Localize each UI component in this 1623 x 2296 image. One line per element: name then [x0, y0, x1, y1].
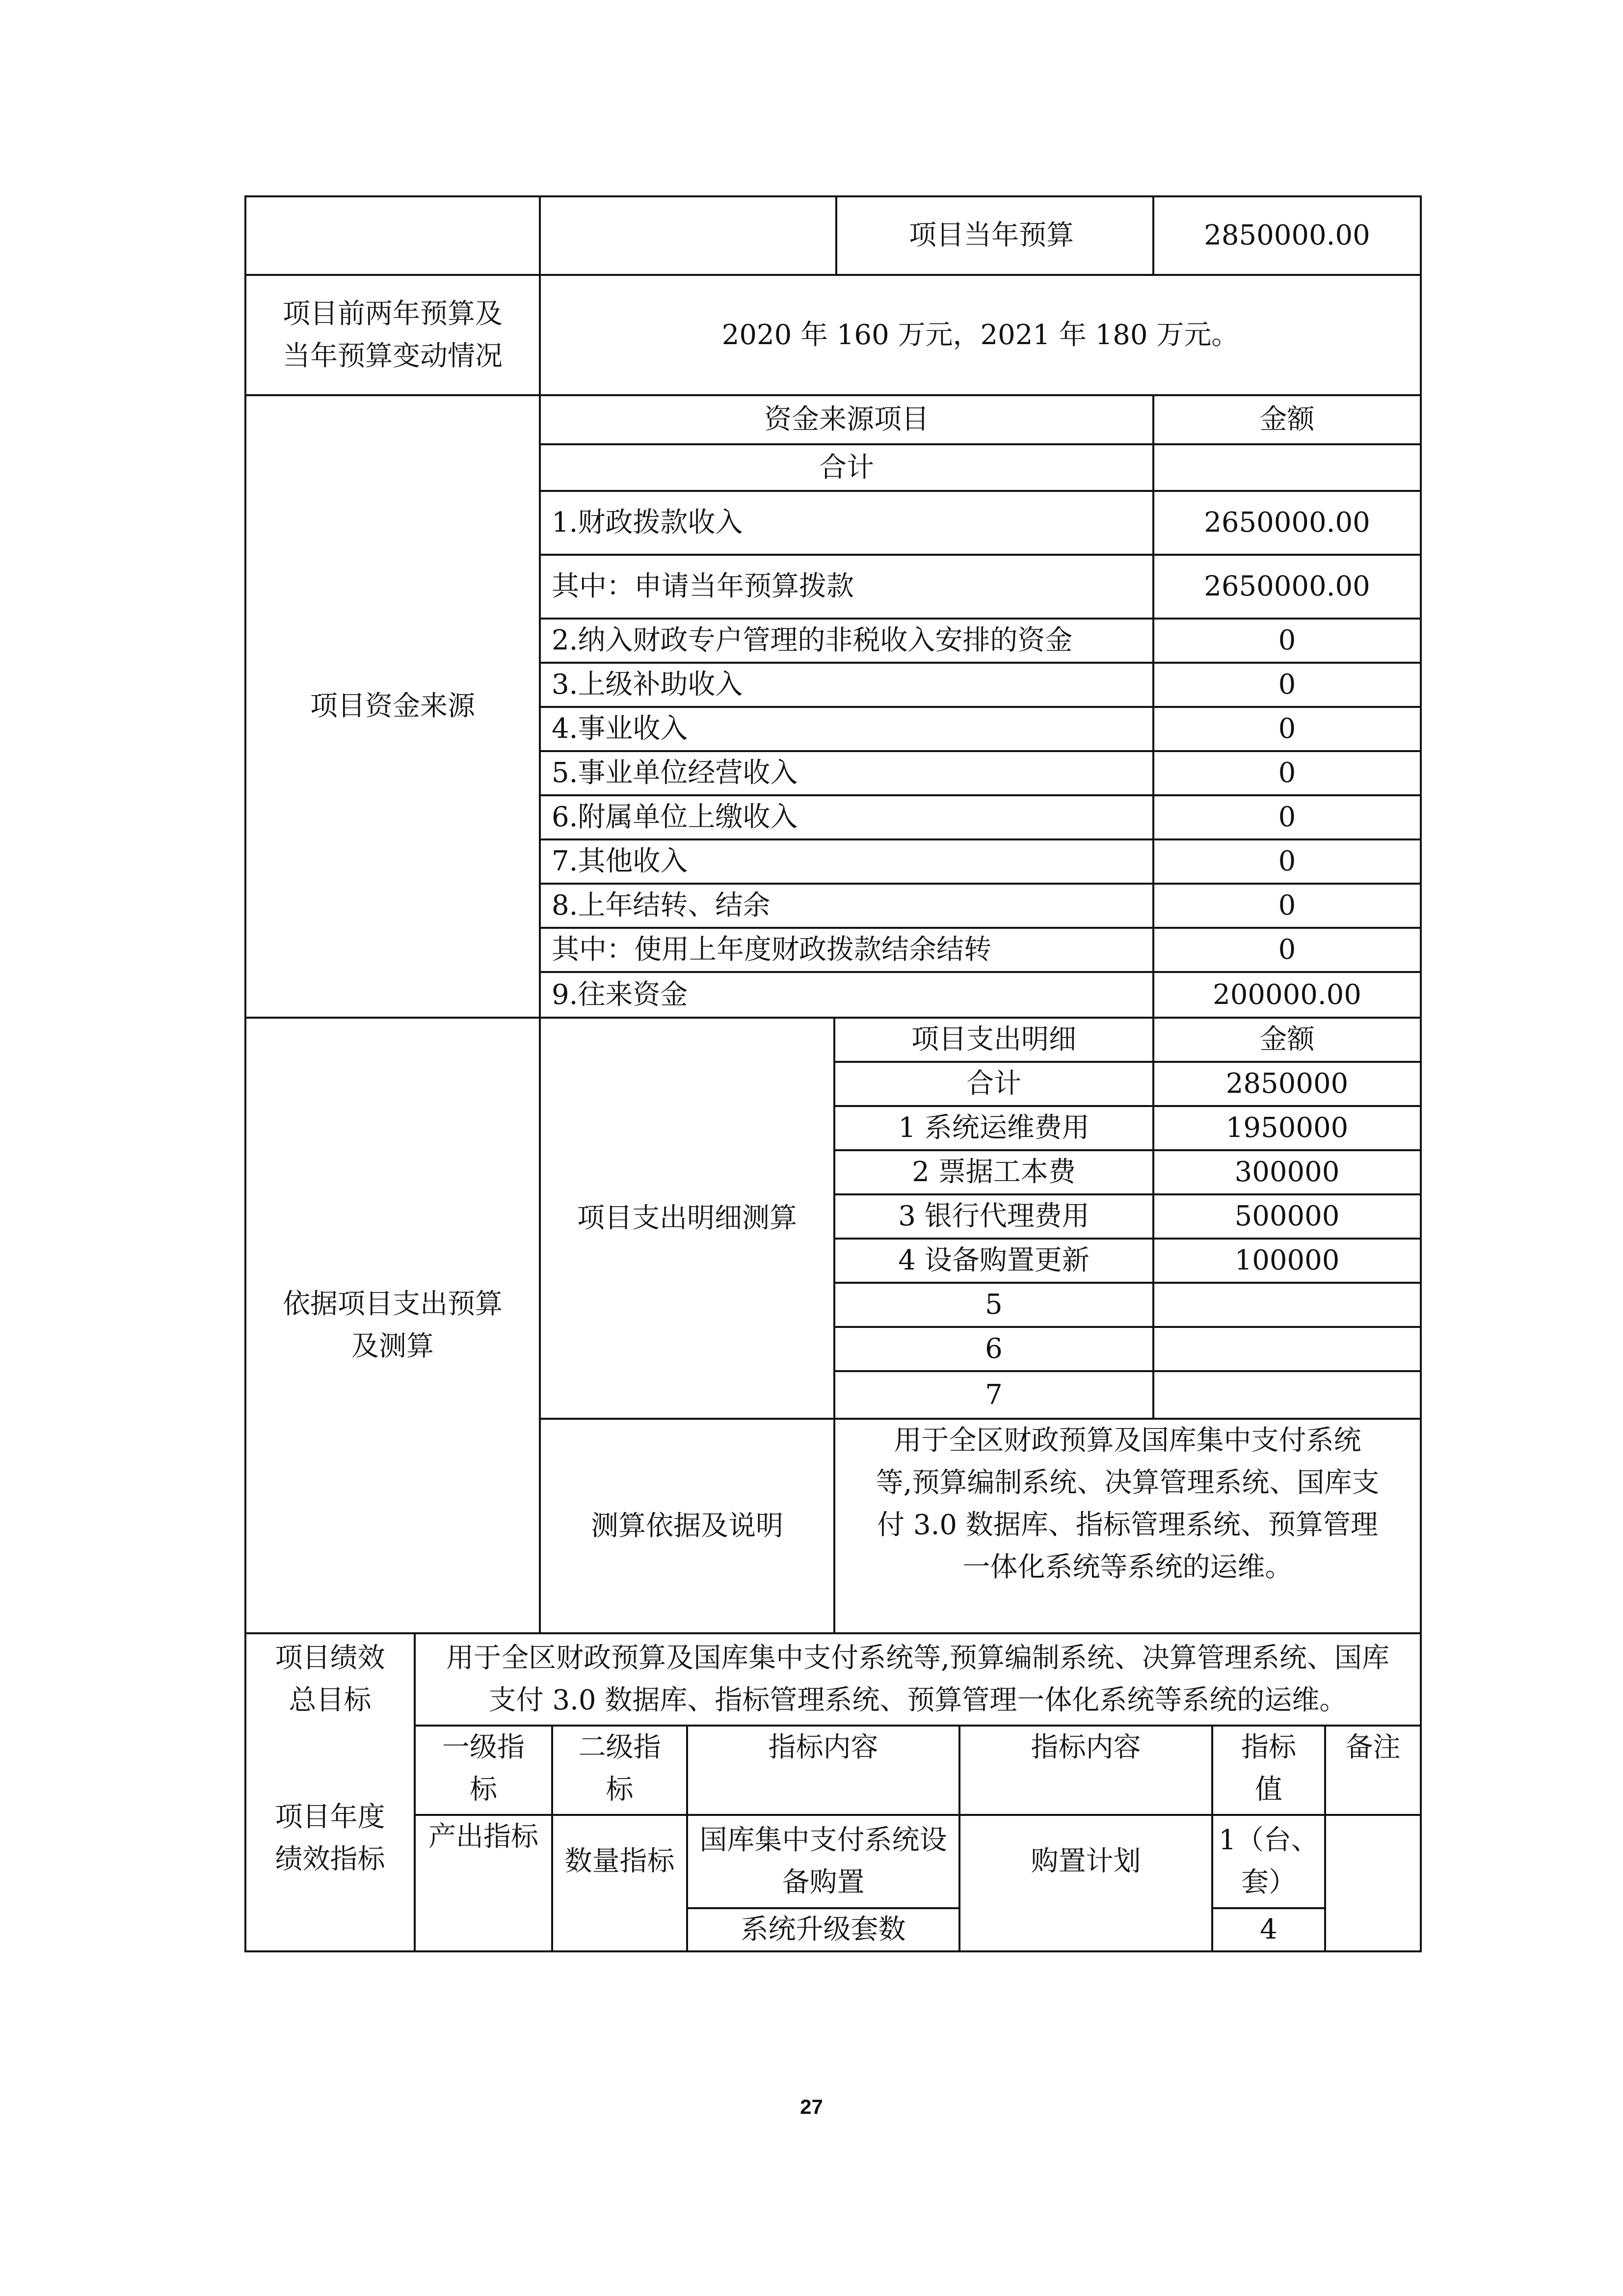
table-border-left [244, 195, 246, 1952]
grid-line [835, 195, 837, 276]
funding-row-label: 2.纳入财政专户管理的非税收入安排的资金 [552, 624, 1073, 656]
basis-text: 用于全区财政预算及国库集中支付系统 等,预算编制系统、决算管理系统、国库支 付 3.0 数据库、指标管理系统、预算管理 一体化系统等系统的运维。 [876, 1425, 1380, 1583]
expenditure-row-label: 合计 [966, 1068, 1021, 1100]
grid-line [540, 838, 1422, 840]
grid-line [1152, 195, 1154, 276]
funding-row-value: 0 [1278, 757, 1296, 789]
goal-label: 项目绩效 总目标 [275, 1642, 385, 1716]
grid-line [1211, 1725, 1213, 1952]
grid-line [551, 1725, 553, 1952]
funding-col-source: 资金来源项目 [764, 404, 929, 435]
grid-line [540, 618, 1422, 620]
grid-line [539, 195, 541, 1634]
grid-line [415, 1725, 1422, 1727]
indicator-header: 二级指 标 [578, 1731, 661, 1806]
indicator-content: 系统升级套数 [741, 1914, 906, 1945]
goal-text: 用于全区财政预算及国库集中支付系统等,预算编制系统、决算管理系统、国库 支付 3.0 数据库、指标管理系统、预算管理一体化系统等系统的运维。 [446, 1642, 1389, 1716]
expenditure-row-label: 1 系统运维费用 [898, 1112, 1090, 1144]
expenditure-row-value [1153, 1327, 1421, 1371]
funding-row-label: 4.事业收入 [552, 713, 688, 745]
funding-row-label: 3.上级补助收入 [552, 669, 743, 701]
funding-row-label: 其中：申请当年预算拨款 [552, 570, 854, 602]
grid-line [834, 1282, 1422, 1284]
table-border-right [1420, 195, 1422, 1952]
grid-line [834, 1370, 1422, 1372]
indicators-label: 项目年度 绩效指标 [275, 1801, 385, 1875]
funding-row-label: 其中：使用上年度财政拨款结余结转 [552, 934, 991, 966]
funding-row-label: 5.事业单位经营收入 [552, 757, 798, 789]
grid-line [245, 394, 1422, 396]
funding-row-label: 6.附属单位上缴收入 [552, 801, 798, 833]
grid-line [540, 750, 1422, 752]
indicator-header: 一级指 标 [442, 1731, 525, 1806]
prior-budget-value: 2020 年 160 万元，2021 年 180 万元。 [721, 319, 1239, 351]
expenditure-detail-label: 项目支出明细测算 [577, 1202, 797, 1234]
funding-col-amount: 金额 [1259, 404, 1315, 435]
expenditure-row-label: 5 [985, 1289, 1003, 1321]
indicator-level2: 数量指标 [564, 1845, 675, 1877]
funding-row-value: 0 [1278, 713, 1296, 745]
expenditure-row-value [1153, 1283, 1421, 1327]
indicator-value: 1（台、 套） [1219, 1824, 1319, 1898]
current-budget-value: 2850000.00 [1204, 219, 1370, 251]
grid-line [415, 1814, 1422, 1816]
funding-source-label: 项目资金来源 [310, 690, 475, 722]
grid-line [1152, 1017, 1154, 1420]
expenditure-row-value: 2850000 [1225, 1068, 1349, 1100]
funding-row-label: 1.财政拨款收入 [552, 507, 743, 539]
current-budget-label: 项目当年预算 [909, 219, 1074, 251]
grid-line [414, 1632, 416, 1952]
expenditure-row-value: 1950000 [1225, 1112, 1349, 1144]
grid-line [1212, 1907, 1325, 1909]
funding-row-value: 0 [1278, 801, 1296, 833]
expenditure-row-label: 7 [985, 1378, 1003, 1411]
funding-row-label: 7.其他收入 [552, 845, 688, 877]
grid-line [834, 1149, 1422, 1151]
indicator-level1: 产出指标 [428, 1821, 538, 1853]
grid-line [834, 1105, 1422, 1107]
funding-row-value: 2650000.00 [1204, 507, 1370, 539]
basis-label: 测算依据及说明 [591, 1510, 783, 1542]
grid-line [686, 1725, 688, 1952]
grid-line [540, 443, 1422, 445]
funding-row-value: 0 [1278, 845, 1296, 877]
grid-line [540, 1418, 1422, 1420]
expenditure-row-label: 2 票据工本费 [912, 1156, 1076, 1188]
expenditure-row-value [1153, 1371, 1421, 1419]
grid-line [245, 274, 1422, 276]
expenditure-row-label: 6 [985, 1333, 1003, 1365]
grid-line [540, 794, 1422, 796]
indicator-header: 指标 值 [1241, 1731, 1296, 1806]
grid-line [687, 1907, 959, 1909]
expenditure-row-label: 4 设备购置更新 [898, 1244, 1090, 1276]
expenditure-row-value: 100000 [1234, 1244, 1340, 1276]
expenditure-row-label: 3 银行代理费用 [898, 1200, 1090, 1232]
funding-row-value: 200000.00 [1213, 978, 1361, 1011]
funding-total-label: 合计 [819, 451, 874, 484]
expenditure-row-value: 500000 [1234, 1200, 1340, 1232]
grid-line [540, 490, 1422, 492]
expenditure-col-item: 项目支出明细 [911, 1024, 1076, 1055]
grid-line [540, 883, 1422, 885]
grid-line [834, 1193, 1422, 1195]
grid-line [834, 1238, 1422, 1240]
prior-budget-label: 项目前两年预算及 当年预算变动情况 [283, 297, 503, 372]
grid-line [1152, 394, 1154, 1018]
indicator-header: 指标内容 [1031, 1731, 1141, 1763]
grid-line [834, 1326, 1422, 1328]
grid-line [540, 662, 1422, 664]
grid-line [1324, 1725, 1326, 1952]
grid-line [540, 971, 1422, 973]
funding-row-value: 0 [1278, 890, 1296, 921]
indicator-header: 指标内容 [768, 1731, 878, 1763]
funding-row-label: 8.上年结转、结余 [552, 890, 771, 921]
table-border-top [245, 195, 1422, 197]
grid-line [540, 554, 1422, 556]
indicator-content: 国库集中支付系统设 备购置 [699, 1824, 947, 1898]
grid-line [833, 1017, 835, 1634]
grid-line [958, 1725, 960, 1952]
expenditure-label: 依据项目支出预算 及测算 [283, 1288, 503, 1362]
page-number: 27 [800, 2095, 823, 2118]
funding-row-label: 9.往来资金 [552, 978, 688, 1011]
grid-line [540, 706, 1422, 708]
expenditure-row-value: 300000 [1234, 1156, 1340, 1188]
indicator-value: 4 [1260, 1914, 1277, 1945]
indicator-detail: 购置计划 [1031, 1845, 1141, 1877]
grid-line [540, 927, 1422, 929]
funding-row-value: 0 [1278, 934, 1296, 966]
table-border-bottom [245, 1950, 1422, 1952]
funding-row-value: 0 [1278, 624, 1296, 656]
funding-row-value: 0 [1278, 669, 1296, 701]
funding-row-value: 2650000.00 [1204, 570, 1370, 602]
grid-line [834, 1061, 1422, 1063]
expenditure-col-amount: 金额 [1259, 1024, 1315, 1055]
indicator-header: 备注 [1345, 1731, 1401, 1763]
